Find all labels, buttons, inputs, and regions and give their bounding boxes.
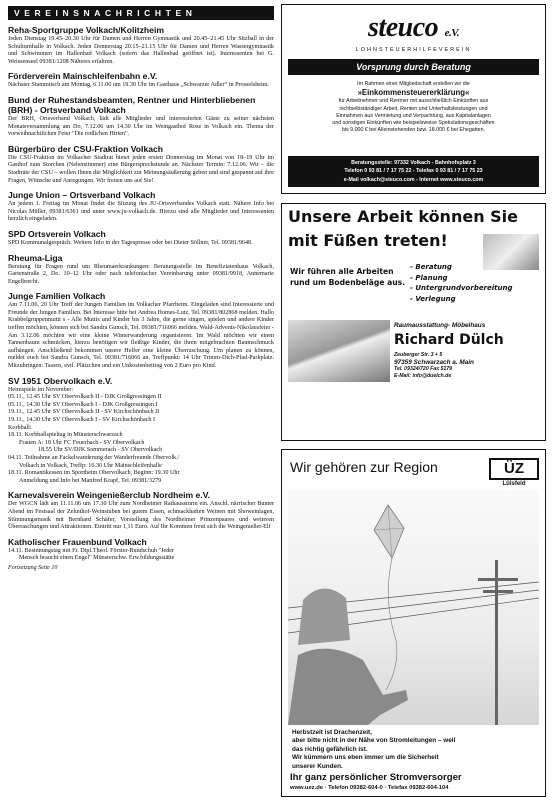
text-line: 04.11. Teilnahme an Fackelwanderung der Wanderfreunde Obervolk./ bbox=[8, 454, 180, 461]
steuco-logo-text: steuco bbox=[368, 12, 439, 43]
news-section bbox=[8, 144, 274, 185]
frauenbund-section bbox=[8, 537, 274, 563]
duelch-headline-2: mit Füßen treten! bbox=[288, 231, 448, 250]
uez-logo-mark: ÜZ bbox=[489, 458, 539, 480]
uez-caption bbox=[292, 729, 455, 771]
section-text: Jeden Dienstag 19.45–20.30 Uhr für Damen und Herren Gymnastik und 20.45–21.45 Uhr Sitzball in der Schulturnhalle in Volkach. Jeden Donnerstag 20.15–21.15 Uhr für Damen und Herren Wassergymnastik und Schwimmen im Hallenbad Volkach (sofern das Hallenbad geöffnet ist). Interessenten bei G. Weissenseel 09381/1208 Näheres erfahren. bbox=[8, 36, 274, 65]
duelch-ad bbox=[281, 203, 546, 441]
kite-string bbox=[386, 558, 397, 690]
sv1951-lines bbox=[8, 387, 274, 486]
duelch-headline-1: Unsere Arbeit können Sie bbox=[288, 207, 519, 226]
steuco-line: bis 9.000 € bei Alleinstehenden bzw. 18.000 € bei Ehegatten. bbox=[341, 127, 486, 134]
news-section bbox=[8, 71, 274, 90]
steuco-body bbox=[282, 81, 545, 135]
steuco-slogan-bar: Vorsprung durch Beratung bbox=[288, 59, 539, 75]
right-column bbox=[281, 4, 546, 797]
frauenbund-title: Katholischer Frauenbund Volkach bbox=[8, 536, 147, 547]
service-item: - Beratung bbox=[410, 263, 452, 271]
uez-contact: www.uez.de · Telefon 09382-604-0 · Telefax 09382-604-104 bbox=[290, 785, 449, 791]
uez-slogan: Ihr ganz persönlicher Stromversorger bbox=[290, 772, 462, 783]
caption-line: aber bitte nicht in der Nähe von Stromleitungen – weil bbox=[292, 737, 456, 745]
sv1951-section bbox=[8, 376, 274, 486]
section-text: Beratung für Fragen rund um Rheumaerkrankungen: Beratungsstelle im Benefiziatenhaus Volkach, Gartenstraße 2, Do. 10–12 Uhr oder nach telefonischer Vereinbarung unter 09381/9918, Annemarie Engelbrecht. bbox=[8, 263, 274, 285]
caption-line: Wir kümmern uns eben immer um die Sicherheit bbox=[292, 754, 439, 762]
section-text: Der BRH, Ortsverband Volkach, lädt alle Mitglieder und interessierten Gäste zu seiner nächsten Monatsversammlung am Do, 7.12.06 um 14.30 Uhr im Weingasthof Rose in Volkach ein. Thema der vorweihnachtlichen Feier "Die redlichen Hirten". bbox=[8, 115, 274, 138]
kite-illustration bbox=[288, 490, 539, 725]
duelch-subline bbox=[290, 266, 405, 288]
section-text: Die CSU-Fraktion im Volkacher Stadtrat bietet jeden ersten Donnerstag im Monat von 18–19 Uhr im Gasthof zum Storchen (Nebenzimmer) eine Bürgersprechstunde an. Nächster Termin: 7.12.06. Wir – die Stadträte der CSU – wollen Ihnen die Möglichkeit zur Meinungsäußerung geben und sind gespannt auf ihre Fragen, Wünsche und Anregungen. Wir freuen uns auf Sie! bbox=[8, 154, 274, 184]
steuco-line: für Arbeitnehmer und Rentner mit ausschließlich Einkünften aus bbox=[338, 98, 489, 105]
steuco-logo-suffix: e.V. bbox=[444, 27, 459, 39]
duelch-brand-small: Raumausstattung- Möbelhaus bbox=[394, 322, 486, 329]
steuco-line: und sonstigen Einkünften wie beispielsweise Spekulationsgeschäften bbox=[332, 120, 495, 127]
left-column bbox=[8, 6, 274, 792]
text-line: 14.11. Besinnungstag mit Fr. Dipl.Theol. Förster-Bundschuh "Jeder bbox=[8, 547, 175, 554]
section-text: Am 7.11.06, 20 Uhr Treff der Jungen Familien im Volkacher Pfarrheim. Eingeladen sind Interessierte und Freunde der Jungen Familien. Bei Interesse bitte bei Andrea Homes-Lutz, Tel. 09381/802868 melden. Hallo Krabbelgruppenmutti s - Alle Muttis und Kinder bis 3 Jahre, die gerne singen, spielen und andere Kinder treffen möchten, können sich bei Sandra Gunsch, Tel. 09381/716066 melden. Wald-Advents-Nikolausfeier - Am 3.12.06 möchten wir eine kleine Winterwanderung organisieren. Im Wald möchten wir einen Tannenbaum schmücken, hierzu benötigen wir fleißige Kinder, die ihren mitgebrachten Baumschmuck aufhängen. Anschließend bekommen unsere Helfer eine kleine Überraschung. Um planen zu können, meldet euch bei Sandra Gunsch, Tel. 09381/716066 an. Treffpunkt: 14 Uhr Trimm-Dich-Pfad-Parkplatz. Mitzubringen: Tassen, evtl. Plätzchen und ein Unkostenbeitrag von 2 Euro pro Kind. bbox=[8, 302, 274, 370]
livingroom-photo bbox=[288, 320, 390, 382]
duelch-sub-1: Wir führen alle Arbeiten bbox=[290, 267, 394, 276]
duelch-address bbox=[394, 352, 474, 380]
news-section bbox=[8, 253, 274, 287]
section-text: SPD Kommunalgespräch. Weitere Info in der Tagespresse oder bei Dieter Söllner, Tel. 09381/9648. bbox=[8, 239, 253, 246]
power-pole-arm bbox=[478, 578, 518, 581]
news-section bbox=[8, 95, 274, 139]
section-title: Rheuma-Liga bbox=[8, 252, 63, 263]
power-pole bbox=[495, 560, 498, 725]
section-title: Reha-Sportgruppe Volkach/Kolitzheim bbox=[8, 25, 164, 35]
steuco-line: Einnahmen aus Vermietung und Verpachtung, aus Kapitalanlagen bbox=[336, 112, 491, 119]
news-section bbox=[8, 25, 274, 66]
text-line: 05.11., 12.45 Uhr SV Obervolkach II - DJK Großgressingen II bbox=[8, 394, 162, 401]
news-sections bbox=[8, 25, 274, 371]
news-section bbox=[8, 190, 274, 224]
caption-line: Herbstzeit ist Drachenzeit, bbox=[292, 729, 372, 736]
news-section bbox=[8, 291, 274, 370]
address-line: E-Mail: info@duelch.de bbox=[394, 373, 452, 379]
uez-logo bbox=[489, 458, 539, 487]
section-title: Bürgerbüro der CSU-Fraktion Volkach bbox=[8, 143, 164, 154]
steuco-logo bbox=[282, 12, 545, 46]
text-line: Korbball: bbox=[8, 424, 32, 431]
steuco-headline: »Einkommensteuererklärung« bbox=[357, 88, 470, 98]
caption-line: unserer Kunden. bbox=[292, 762, 343, 770]
section-title: Junge Union – Ortsverband Volkach bbox=[8, 190, 156, 201]
kite-icon bbox=[374, 505, 404, 558]
frauenbund-lines bbox=[8, 548, 274, 563]
steuco-address: Beratungsstelle: 97332 Volkach - Bahnhofsplatz 3 bbox=[351, 159, 476, 166]
continuation-note: Fortsetzung Seite 10 bbox=[8, 564, 58, 571]
uez-logo-sub: Lülsfeld bbox=[502, 481, 526, 487]
section-text: Nächster Stammtisch am Montag, 6.11.06 um 19.30 Uhr im Gasthaus „Schwarzer Adler“ in Prosselsheim. bbox=[8, 82, 270, 89]
text-line: Frauen A: 18 Uhr FC Feuerbach - SV Obervolkach bbox=[19, 439, 145, 446]
service-item: - Verlegung bbox=[410, 294, 456, 303]
caption-line: das richtig gefährlich ist. bbox=[292, 745, 368, 753]
section-header: VEREINSNACHRICHTEN bbox=[8, 6, 274, 20]
text-line: 18.55 Uhr SV/DJK Sommerach - SV Obervolkach bbox=[38, 447, 163, 454]
girl-body bbox=[288, 649, 408, 725]
section-title: Förderverein Mainschleifenbahn e.V. bbox=[8, 71, 158, 82]
karneval-title: Karnevalsverein Weingenießerclub Nordheim e.V. bbox=[8, 490, 211, 501]
steuco-phone: Telefon 0 93 81 / 7 17 75 22 - Telefax 0 93 81 / 7 17 75 23 bbox=[344, 168, 483, 174]
section-title: Bund der Ruhestandsbeamten, Rentner und Hinterbliebenen (BRH) - Ortsverband Volkach bbox=[8, 94, 256, 115]
uez-title: Wir gehören zur Region bbox=[290, 459, 438, 475]
section-text: An jedem 1. Freitag im Monat findet die Sitzung des JU-Ortsverbandes Volkach statt. Nähere Info bei Nicolas Müller, 09381/6361 und unter www.ju-volkach.de. Hierzu sind alle Mitglieder und Interessenten herzlich eingeladen. bbox=[8, 201, 274, 223]
sv1951-title: SV 1951 Obervolkach e.V. bbox=[8, 375, 113, 386]
steuco-contact bbox=[288, 156, 539, 188]
text-line: Mensch braucht einen Engel" Münsterschw. Erw.bildungsstätte bbox=[19, 555, 175, 562]
steuco-ad bbox=[281, 4, 546, 194]
girl-hair bbox=[298, 588, 350, 645]
text-line: 18.11. Korbballspieltag in Münsterschwarzach bbox=[8, 432, 123, 439]
address-line: Zeuberger Str. 3 + 5 bbox=[394, 352, 443, 358]
duelch-services bbox=[410, 262, 513, 304]
text-line: Heimspiele im November: bbox=[8, 386, 74, 393]
duelch-sub-2: rund um Bodenbeläge aus. bbox=[290, 278, 406, 287]
service-item: - Untergrundvorbereitung bbox=[410, 284, 513, 292]
power-pole-arm bbox=[483, 590, 513, 593]
steuco-line: nichtselbständiger Arbeit, Renten und Unterhaltsleistungen und bbox=[339, 105, 488, 112]
text-line: 18.11. Romantikessen im Sportheim Obervolkach, Beginn: 19.30 Uhr bbox=[8, 470, 180, 477]
text-line: 19.11., 14.30 Uhr SV Obervolkach I - SV Kirchschönbach I bbox=[8, 417, 156, 423]
service-item: - Planung bbox=[410, 273, 448, 282]
text-line: Volkach in Volkach, Treffp: 16.30 Uhr Mainschleifenhalle bbox=[19, 462, 162, 469]
address-line: 97359 Schwarzach a. Main bbox=[394, 359, 474, 366]
section-title: Junge Familien Volkach bbox=[8, 291, 106, 302]
uez-ad bbox=[281, 449, 546, 797]
section-title: SPD Ortsverein Volkach bbox=[8, 228, 106, 239]
address-line: Tel. 09324/720 Fax 5179 bbox=[394, 366, 453, 372]
steuco-line: Im Rahmen einer Mitgliedschaft erstellen wir die bbox=[357, 81, 470, 87]
text-line: Anmeldung und Info bei Manfred Krapf, Tel. 09381/3279 bbox=[19, 477, 162, 484]
karneval-text: Der WGCN lädt am 11.11.06 um 17.30 Uhr zum Nordheimer Rathaussturm ein. Anschl. närrischer Bunter Abend im Festsaal der Zehnthof-Weinstuben bei gutem Essen, schmackhaften Weinen mit Showeinlagen, Stimmungsmusik mit Bernhard Schäfer, Vorstellung des Nordheimer Prinzenpaares und weiteren Überraschungen und Attraktionen. Eintritt nur 1,11 Euro. Auf Ihr Kommen freut sich die Weingenießer-Elf bbox=[8, 501, 274, 531]
news-section bbox=[8, 229, 274, 248]
steuco-logo-sub: LOHNSTEUERHILFEVEREIN bbox=[355, 47, 472, 53]
duelch-brand: Richard Dülch bbox=[394, 332, 504, 348]
text-line: 19.11., 12.45 Uhr SV Obervolkach II - SV Kirchschönbach II bbox=[8, 409, 160, 416]
steuco-email: e-Mail volkach@steuco.com - Internet www.steuco.com bbox=[343, 176, 484, 183]
karneval-section bbox=[8, 490, 274, 531]
kite-photo bbox=[288, 490, 539, 725]
text-line: 05.11., 14.30 Uhr SV Obervolkach I - DJK Großgressingen I bbox=[8, 401, 158, 408]
